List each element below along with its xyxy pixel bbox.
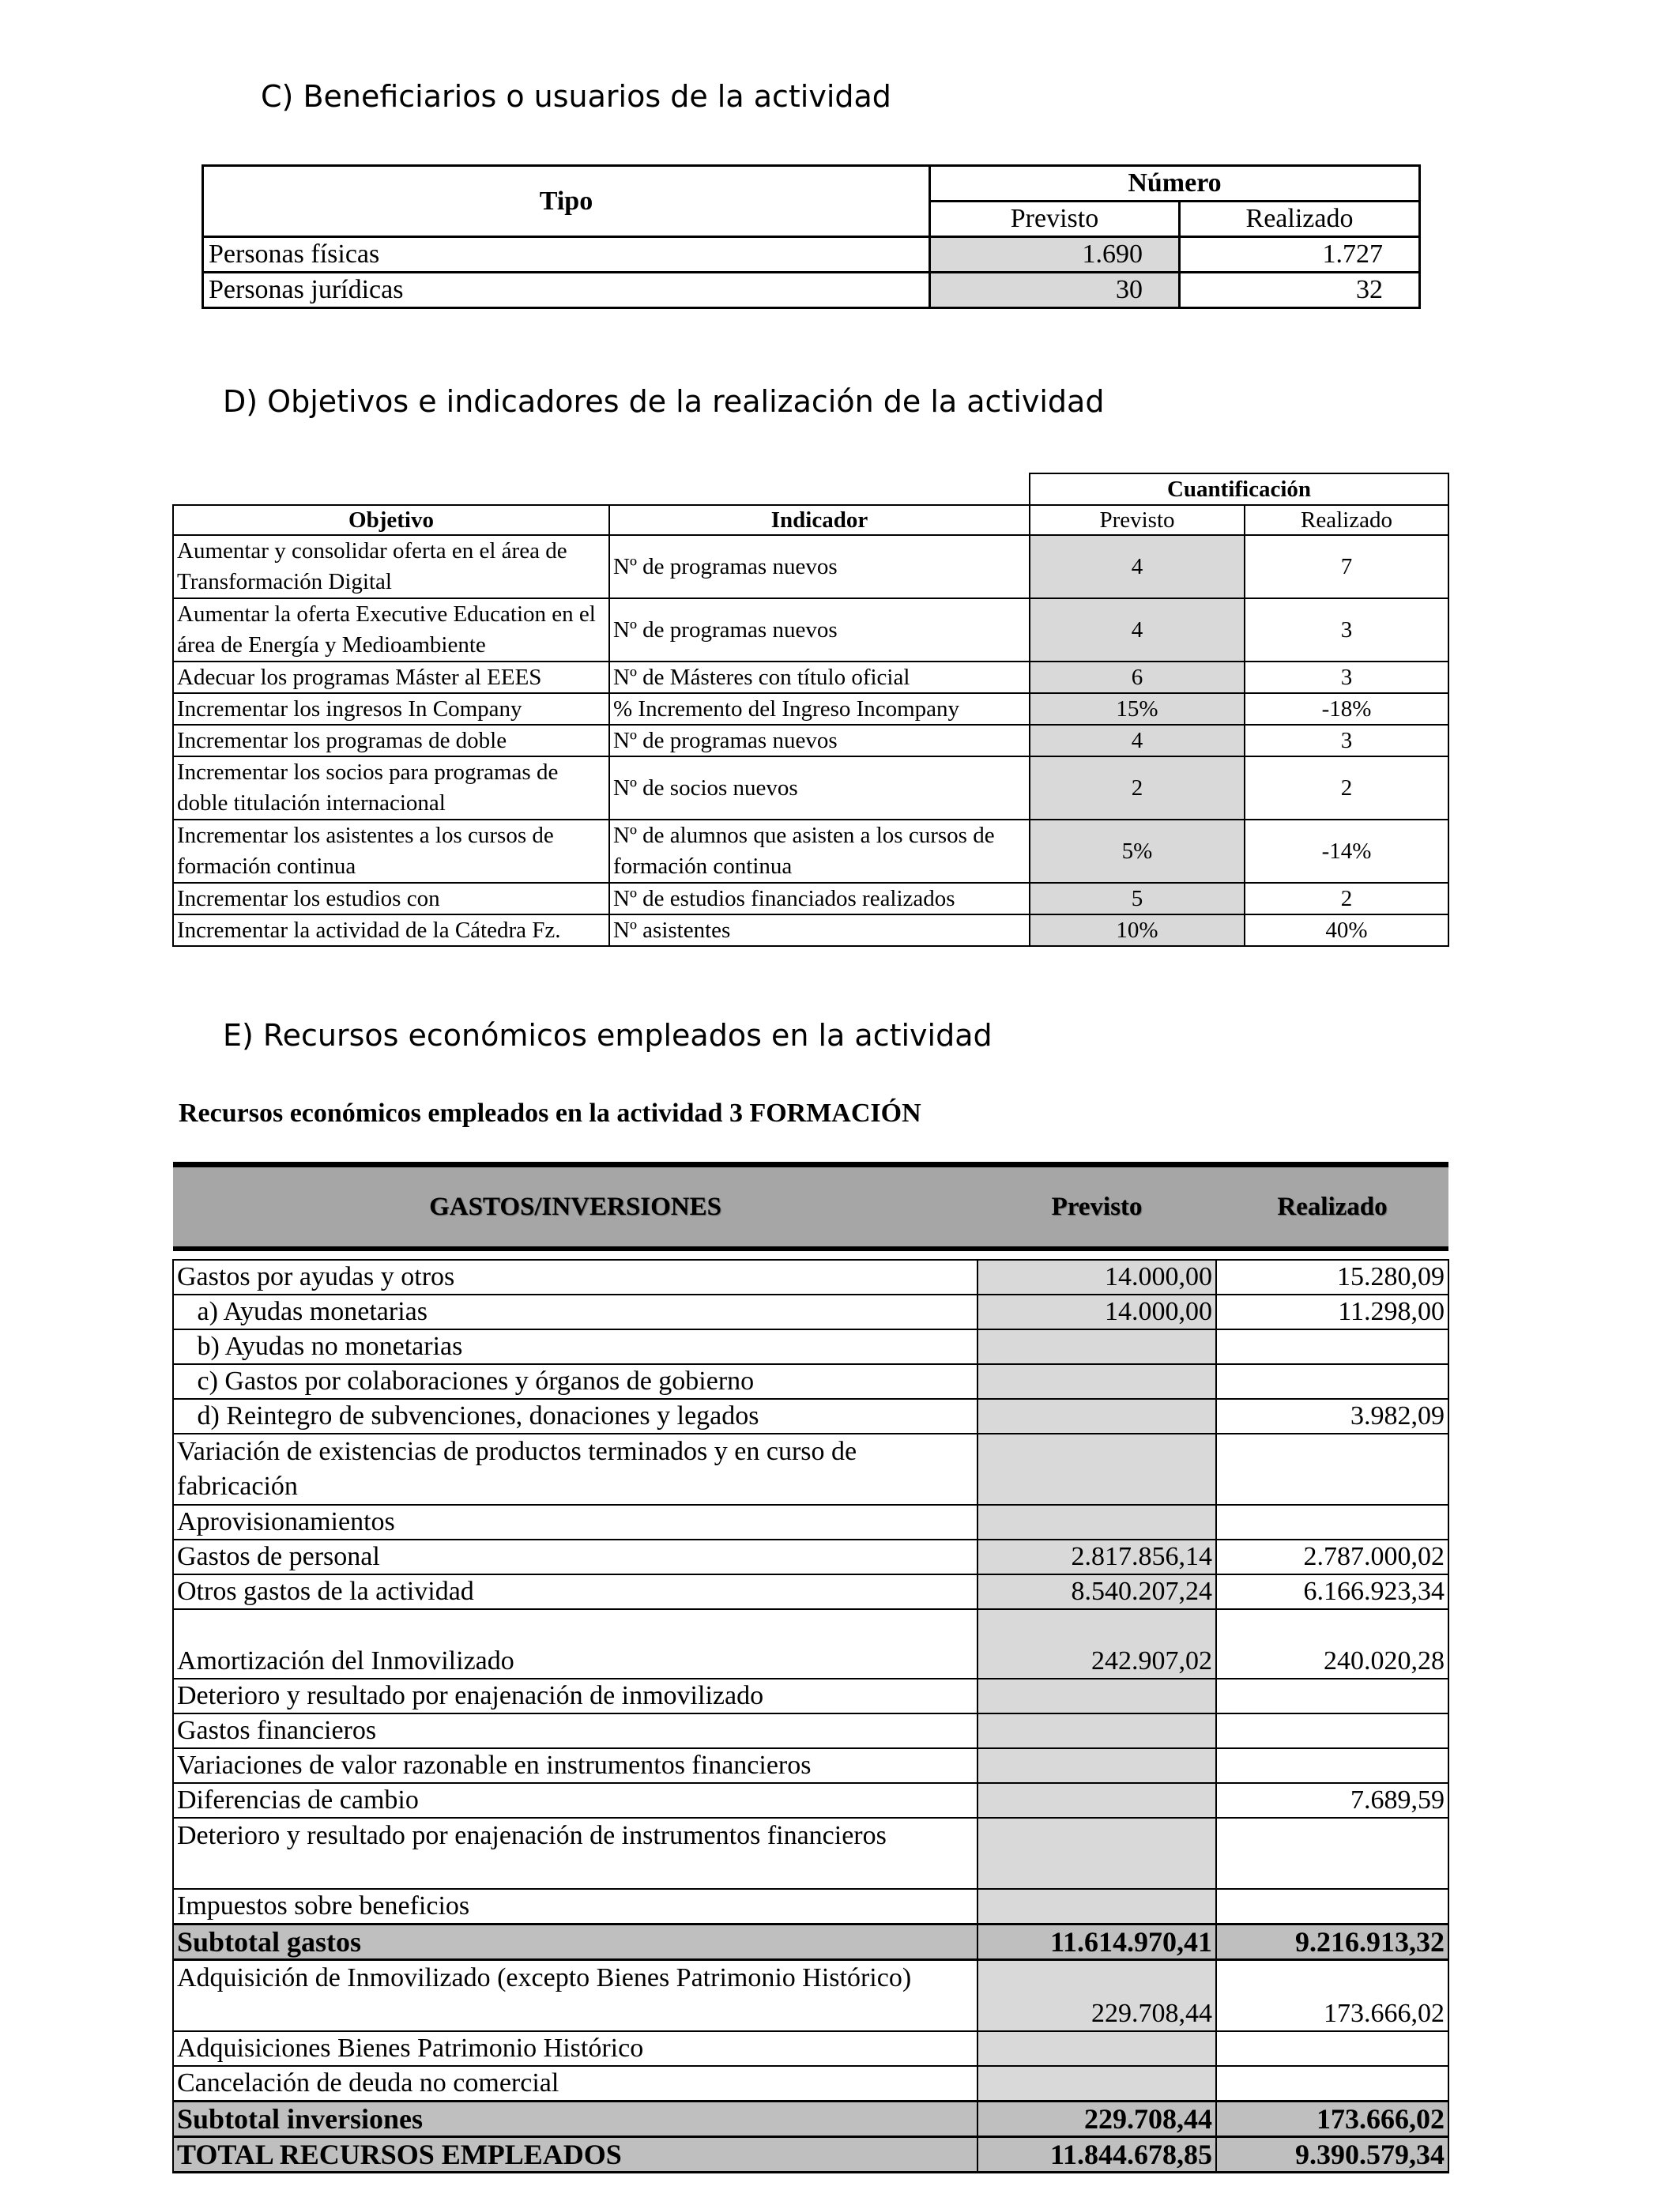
realizado-cell bbox=[1216, 1889, 1448, 1924]
concepto-cell: Variación de existencias de productos terminados y en curso de fabricación bbox=[173, 1434, 977, 1505]
realizado-cell bbox=[1216, 2066, 1448, 2102]
row-realizado: 1.727 bbox=[1180, 237, 1420, 273]
realizado-cell: 9.216.913,32 bbox=[1216, 1924, 1448, 1960]
previsto-cell: 4 bbox=[1030, 598, 1245, 662]
header-previsto: Previsto bbox=[930, 202, 1180, 237]
table-row bbox=[203, 237, 1420, 273]
realizado-cell: 40% bbox=[1245, 914, 1448, 946]
table-row bbox=[173, 914, 1448, 946]
table-row bbox=[173, 725, 1448, 756]
section-d-title: D) Objetivos e indicadores de la realización de la actividad bbox=[223, 384, 1105, 419]
row-tipo: Personas físicas bbox=[203, 237, 930, 273]
indicador-cell: % Incremento del Ingreso Incompany bbox=[609, 693, 1030, 725]
objetivos-table bbox=[172, 473, 1449, 947]
concepto-cell: Subtotal inversiones bbox=[173, 2102, 977, 2137]
concepto-cell: Cancelación de deuda no comercial bbox=[173, 2066, 977, 2102]
concepto-cell: Aprovisionamientos bbox=[173, 1505, 977, 1540]
table-row bbox=[173, 1748, 1448, 1783]
table-row bbox=[173, 1609, 1448, 1679]
previsto-cell: 229.708,44 bbox=[977, 1960, 1216, 2032]
concepto-cell: Adquisición de Inmovilizado (excepto Bienes Patrimonio Histórico) bbox=[173, 1960, 977, 2032]
table-row bbox=[173, 598, 1448, 662]
header-cuantificacion: Cuantificación bbox=[1030, 473, 1448, 505]
concepto-cell: Gastos por ayudas y otros bbox=[173, 1260, 977, 1295]
realizado-cell bbox=[1216, 2031, 1448, 2066]
previsto-cell: 14.000,00 bbox=[977, 1260, 1216, 1295]
subtotal-row bbox=[173, 1924, 1448, 1960]
table-row bbox=[173, 1540, 1448, 1574]
indicador-cell: Nº de estudios financiados realizados bbox=[609, 883, 1030, 914]
table-row bbox=[173, 1364, 1448, 1399]
indicador-cell: Nº asistentes bbox=[609, 914, 1030, 946]
beneficiarios-table bbox=[202, 164, 1421, 309]
subtotal-row bbox=[173, 2102, 1448, 2137]
table-row bbox=[173, 1818, 1448, 1889]
header-indicador: Indicador bbox=[609, 505, 1030, 535]
previsto-cell: 5% bbox=[1030, 820, 1245, 883]
subtotal-row bbox=[173, 2137, 1448, 2173]
indicador-cell: Nº de alumnos que asisten a los cursos de formación continua bbox=[609, 820, 1030, 883]
header-tipo: Tipo bbox=[203, 166, 930, 237]
concepto-cell: Diferencias de cambio bbox=[173, 1783, 977, 1818]
realizado-cell: 7 bbox=[1245, 535, 1448, 598]
previsto-cell bbox=[977, 1748, 1216, 1783]
table-row bbox=[173, 2066, 1448, 2102]
realizado-cell bbox=[1216, 1713, 1448, 1748]
previsto-cell: 6 bbox=[1030, 662, 1245, 693]
header-numero: Número bbox=[930, 166, 1420, 202]
previsto-cell: 242.907,02 bbox=[977, 1609, 1216, 1679]
objetivo-cell: Incrementar la actividad de la Cátedra Fz. bbox=[173, 914, 609, 946]
table-row bbox=[173, 535, 1448, 598]
objetivo-cell: Aumentar la oferta Executive Education en el área de Energía y Medioambiente bbox=[173, 598, 609, 662]
table-row bbox=[173, 1679, 1448, 1713]
previsto-cell: 11.614.970,41 bbox=[977, 1924, 1216, 1960]
realizado-cell bbox=[1216, 1748, 1448, 1783]
concepto-cell: Subtotal gastos bbox=[173, 1924, 977, 1960]
objetivo-cell: Aumentar y consolidar oferta en el área de Transformación Digital bbox=[173, 535, 609, 598]
previsto-cell: 2 bbox=[1030, 756, 1245, 820]
table-row bbox=[173, 883, 1448, 914]
table-row bbox=[173, 1960, 1448, 2032]
realizado-cell bbox=[1216, 1818, 1448, 1889]
concepto-cell: Gastos de personal bbox=[173, 1540, 977, 1574]
indicador-cell: Nº de programas nuevos bbox=[609, 598, 1030, 662]
previsto-cell: 2.817.856,14 bbox=[977, 1540, 1216, 1574]
realizado-cell bbox=[1216, 1329, 1448, 1364]
realizado-cell: 15.280,09 bbox=[1216, 1260, 1448, 1295]
indicador-cell: Nº de socios nuevos bbox=[609, 756, 1030, 820]
table-row bbox=[173, 1399, 1448, 1434]
row-previsto: 1.690 bbox=[930, 237, 1180, 273]
table-row bbox=[173, 693, 1448, 725]
previsto-cell: 11.844.678,85 bbox=[977, 2137, 1216, 2173]
recursos-table bbox=[172, 1162, 1449, 2173]
previsto-cell: 10% bbox=[1030, 914, 1245, 946]
header-realizado: Realizado bbox=[1180, 202, 1420, 237]
table-row bbox=[173, 1713, 1448, 1748]
table-row bbox=[173, 1329, 1448, 1364]
previsto-cell bbox=[977, 1505, 1216, 1540]
previsto-cell bbox=[977, 1399, 1216, 1434]
section-e-title: E) Recursos económicos empleados en la actividad bbox=[223, 1018, 993, 1053]
realizado-cell bbox=[1216, 1505, 1448, 1540]
realizado-cell: -14% bbox=[1245, 820, 1448, 883]
realizado-cell: 9.390.579,34 bbox=[1216, 2137, 1448, 2173]
previsto-cell bbox=[977, 1364, 1216, 1399]
previsto-cell bbox=[977, 1783, 1216, 1818]
previsto-cell: 5 bbox=[1030, 883, 1245, 914]
realizado-cell bbox=[1216, 1434, 1448, 1505]
row-realizado: 32 bbox=[1180, 273, 1420, 308]
indicador-cell: Nº de Másteres con título oficial bbox=[609, 662, 1030, 693]
table-row bbox=[173, 1505, 1448, 1540]
realizado-cell bbox=[1216, 1364, 1448, 1399]
header-realizado: Realizado bbox=[1216, 1165, 1448, 1250]
table-row bbox=[203, 273, 1420, 308]
previsto-cell: 15% bbox=[1030, 693, 1245, 725]
concepto-cell: a) Ayudas monetarias bbox=[173, 1295, 977, 1329]
table-row bbox=[173, 1260, 1448, 1295]
indicador-cell: Nº de programas nuevos bbox=[609, 535, 1030, 598]
objetivo-cell: Incrementar los programas de doble bbox=[173, 725, 609, 756]
section-c-title: C) Beneficiarios o usuarios de la actividad bbox=[261, 79, 891, 114]
header-previsto: Previsto bbox=[977, 1165, 1216, 1250]
realizado-cell: 3 bbox=[1245, 662, 1448, 693]
objetivo-cell: Incrementar los ingresos In Company bbox=[173, 693, 609, 725]
previsto-cell bbox=[977, 1713, 1216, 1748]
realizado-cell: 2 bbox=[1245, 883, 1448, 914]
concepto-cell: c) Gastos por colaboraciones y órganos de gobierno bbox=[173, 1364, 977, 1399]
realizado-cell: 7.689,59 bbox=[1216, 1783, 1448, 1818]
realizado-cell: 3.982,09 bbox=[1216, 1399, 1448, 1434]
objetivo-cell: Adecuar los programas Máster al EEES bbox=[173, 662, 609, 693]
table-row bbox=[173, 662, 1448, 693]
realizado-cell: 11.298,00 bbox=[1216, 1295, 1448, 1329]
previsto-cell: 8.540.207,24 bbox=[977, 1574, 1216, 1609]
previsto-cell: 14.000,00 bbox=[977, 1295, 1216, 1329]
concepto-cell: Amortización del Inmovilizado bbox=[173, 1609, 977, 1679]
previsto-cell bbox=[977, 1889, 1216, 1924]
table-row bbox=[173, 1434, 1448, 1505]
previsto-cell: 229.708,44 bbox=[977, 2102, 1216, 2137]
realizado-cell: -18% bbox=[1245, 693, 1448, 725]
concepto-cell: b) Ayudas no monetarias bbox=[173, 1329, 977, 1364]
table-row bbox=[173, 1783, 1448, 1818]
concepto-cell: TOTAL RECURSOS EMPLEADOS bbox=[173, 2137, 977, 2173]
row-previsto: 30 bbox=[930, 273, 1180, 308]
previsto-cell: 4 bbox=[1030, 725, 1245, 756]
previsto-cell bbox=[977, 1818, 1216, 1889]
realizado-cell: 3 bbox=[1245, 725, 1448, 756]
previsto-cell bbox=[977, 1434, 1216, 1505]
realizado-cell: 240.020,28 bbox=[1216, 1609, 1448, 1679]
concepto-cell: Impuestos sobre beneficios bbox=[173, 1889, 977, 1924]
table-row bbox=[173, 1889, 1448, 1924]
header-objetivo: Objetivo bbox=[173, 505, 609, 535]
table-row bbox=[173, 1295, 1448, 1329]
header-gastos-inversiones: GASTOS/INVERSIONES bbox=[173, 1165, 977, 1250]
objetivo-cell: Incrementar los socios para programas de doble titulación internacional bbox=[173, 756, 609, 820]
table-row bbox=[173, 756, 1448, 820]
concepto-cell: d) Reintegro de subvenciones, donaciones y legados bbox=[173, 1399, 977, 1434]
table-row bbox=[173, 1574, 1448, 1609]
concepto-cell: Otros gastos de la actividad bbox=[173, 1574, 977, 1609]
section-e-subtitle: Recursos económicos empleados en la actividad 3 FORMACIÓN bbox=[179, 1099, 921, 1128]
row-tipo: Personas jurídicas bbox=[203, 273, 930, 308]
previsto-cell bbox=[977, 1329, 1216, 1364]
realizado-cell: 6.166.923,34 bbox=[1216, 1574, 1448, 1609]
realizado-cell bbox=[1216, 1679, 1448, 1713]
indicador-cell: Nº de programas nuevos bbox=[609, 725, 1030, 756]
concepto-cell: Variaciones de valor razonable en instrumentos financieros bbox=[173, 1748, 977, 1783]
table-row bbox=[173, 2031, 1448, 2066]
realizado-cell: 3 bbox=[1245, 598, 1448, 662]
previsto-cell bbox=[977, 2031, 1216, 2066]
previsto-cell: 4 bbox=[1030, 535, 1245, 598]
concepto-cell: Deterioro y resultado por enajenación de inmovilizado bbox=[173, 1679, 977, 1713]
realizado-cell: 173.666,02 bbox=[1216, 1960, 1448, 2032]
objetivo-cell: Incrementar los asistentes a los cursos de formación continua bbox=[173, 820, 609, 883]
concepto-cell: Adquisiciones Bienes Patrimonio Histórico bbox=[173, 2031, 977, 2066]
objetivo-cell: Incrementar los estudios con bbox=[173, 883, 609, 914]
previsto-cell bbox=[977, 2066, 1216, 2102]
table-row bbox=[173, 820, 1448, 883]
realizado-cell: 173.666,02 bbox=[1216, 2102, 1448, 2137]
header-realizado: Realizado bbox=[1245, 505, 1448, 535]
realizado-cell: 2 bbox=[1245, 756, 1448, 820]
header-previsto: Previsto bbox=[1030, 505, 1245, 535]
concepto-cell: Deterioro y resultado por enajenación de instrumentos financieros bbox=[173, 1818, 977, 1889]
realizado-cell: 2.787.000,02 bbox=[1216, 1540, 1448, 1574]
concepto-cell: Gastos financieros bbox=[173, 1713, 977, 1748]
previsto-cell bbox=[977, 1679, 1216, 1713]
